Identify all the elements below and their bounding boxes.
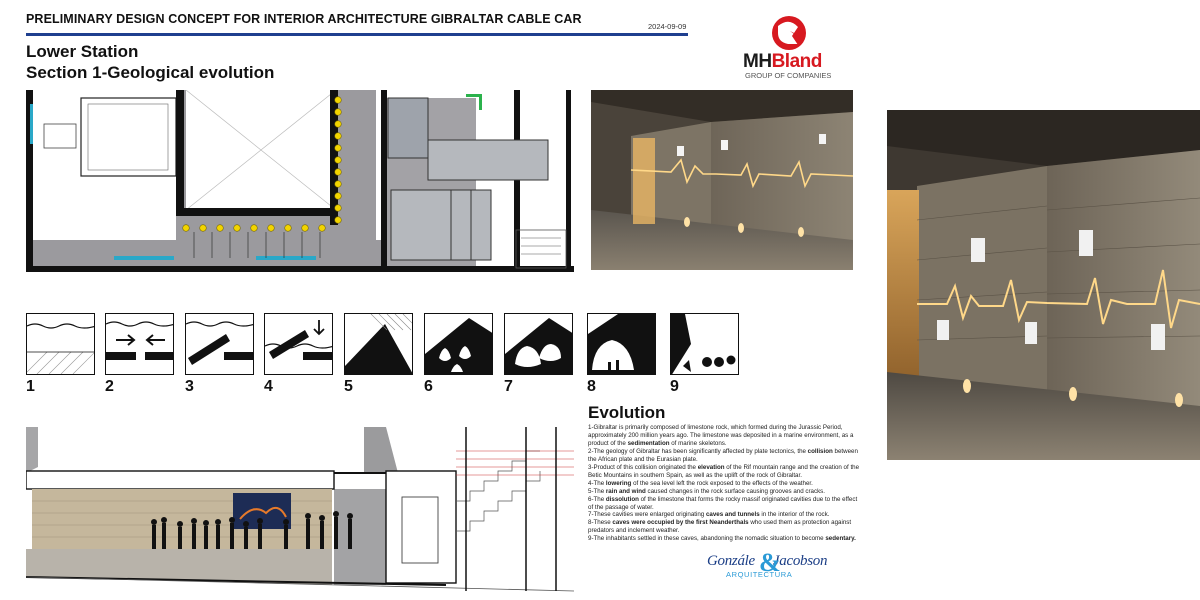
evolution-line-text: of marine skeletons.: [669, 439, 727, 447]
stage-number-3: 3: [185, 378, 194, 395]
evolution-line-text: in the interior of the rock.: [759, 511, 830, 519]
evolution-line-bold: sedentary.: [825, 535, 856, 543]
evolution-line-bold: caves were occupied by the first Neanderthals: [612, 519, 749, 527]
evolution-line-text: 3-Product of this collision originated the: [588, 463, 698, 471]
evolution-line-bold: caves and tunnels: [705, 511, 760, 519]
evolution-stage-9-icon: [670, 313, 739, 375]
title-underline: [26, 33, 688, 36]
evolution-line-bold: lowering: [605, 479, 632, 487]
evolution-line-text: of the Rif mountain range and the creation of the Betic Mountains in southern Spain, as well as the uplift of the rock of Gibraltar.: [588, 463, 860, 479]
evolution-line-text: 2-The geology of Gibraltar has been significantly affected by plate tectonics, the: [588, 447, 808, 455]
gj-right-word: Jacobson: [772, 553, 828, 569]
document-title: PRELIMINARY DESIGN CONCEPT FOR INTERIOR ARCHITECTURE GIBRALTAR CABLE CAR: [26, 12, 582, 26]
evolution-line-text: 6-The: [588, 495, 606, 503]
gj-left-word: Gonzále: [707, 553, 755, 569]
evolution-line-bold: collision: [807, 447, 833, 455]
corridor-render-large: [887, 110, 1200, 460]
evolution-line-bold: dissolution: [605, 495, 639, 503]
mhbland-logo-dark: MH: [743, 51, 772, 72]
mhbland-logo-subtitle: GROUP OF COMPANIES: [745, 71, 832, 80]
stage-number-8: 8: [587, 378, 596, 395]
evolution-line-text: 4-The: [588, 479, 606, 487]
section-drawing: [26, 427, 574, 597]
evolution-line: [588, 424, 863, 448]
station-name: Lower Station: [26, 42, 139, 61]
evolution-line-text: of the limestone that forms the rocky massif originated cavities due to the effect of the passage of water.: [588, 495, 858, 511]
stage-number-4: 4: [264, 378, 273, 395]
evolution-line-text: of the sea level left the rock exposed to the effects of the weather.: [631, 479, 813, 487]
evolution-line: [588, 448, 863, 464]
evolution-stage-3-icon: [185, 313, 254, 375]
evolution-line: [588, 488, 863, 496]
evolution-line-text: 1-Gibraltar is primarily composed of limestone rock, which formed during the Jurassic Period, approximately 200 million years ago. The limestone was deposited in a marine environment, as a product of the: [588, 424, 854, 447]
document-date: 2024-09-09: [648, 22, 687, 31]
evolution-stage-1-icon: [26, 313, 95, 375]
evolution-line-text: 8-These: [588, 519, 613, 527]
evolution-stage-8-icon: [587, 313, 656, 375]
evolution-description: [588, 424, 863, 543]
evolution-line-text: who used them as protection against predators and inclement weather.: [588, 519, 852, 535]
floor-plan-drawing: [26, 90, 574, 272]
stage-number-6: 6: [424, 378, 433, 395]
gj-ampersand-icon: &: [759, 548, 781, 577]
evolution-line-text: caused changes in the rock surface causing grooves and cracks.: [645, 487, 825, 495]
evolution-line: [588, 535, 863, 543]
evolution-line-text: 7-These cavities were enlarged originating: [588, 511, 706, 519]
evolution-stage-7-icon: [504, 313, 573, 375]
stage-number-2: 2: [105, 378, 114, 395]
evolution-line: [588, 519, 863, 535]
evolution-heading: Evolution: [588, 403, 666, 422]
corridor-render-small: [591, 90, 853, 270]
mhbland-logo-text: [743, 51, 822, 73]
evolution-stage-6-icon: [424, 313, 493, 375]
evolution-line-text: 9-The inhabitants settled in these caves, abandoning the nomadic situation to become: [588, 535, 826, 543]
evolution-line-bold: elevation: [697, 463, 725, 471]
evolution-stage-5-icon: [344, 313, 413, 375]
evolution-line-bold: sedimentation: [627, 439, 670, 447]
evolution-line: [588, 480, 863, 488]
stage-number-1: 1: [26, 378, 35, 395]
evolution-line: [588, 511, 863, 519]
evolution-line-text: 5-The: [588, 487, 606, 495]
evolution-stage-2-icon: [105, 313, 174, 375]
stage-number-5: 5: [344, 378, 353, 395]
mhbland-logo-red: Bland: [771, 51, 822, 72]
station-title: [26, 41, 274, 83]
section-name: Section 1-Geological evolution: [26, 63, 275, 82]
evolution-line-bold: rain and wind: [605, 487, 646, 495]
stage-number-9: 9: [670, 378, 679, 395]
evolution-line-text: between the African plate and the Eurasian plate.: [588, 447, 858, 463]
evolution-line: [588, 464, 863, 480]
stage-number-7: 7: [504, 378, 513, 395]
evolution-stage-4-icon: [264, 313, 333, 375]
evolution-line: [588, 496, 863, 512]
gj-subtitle: ARQUITECTURA: [726, 570, 793, 579]
